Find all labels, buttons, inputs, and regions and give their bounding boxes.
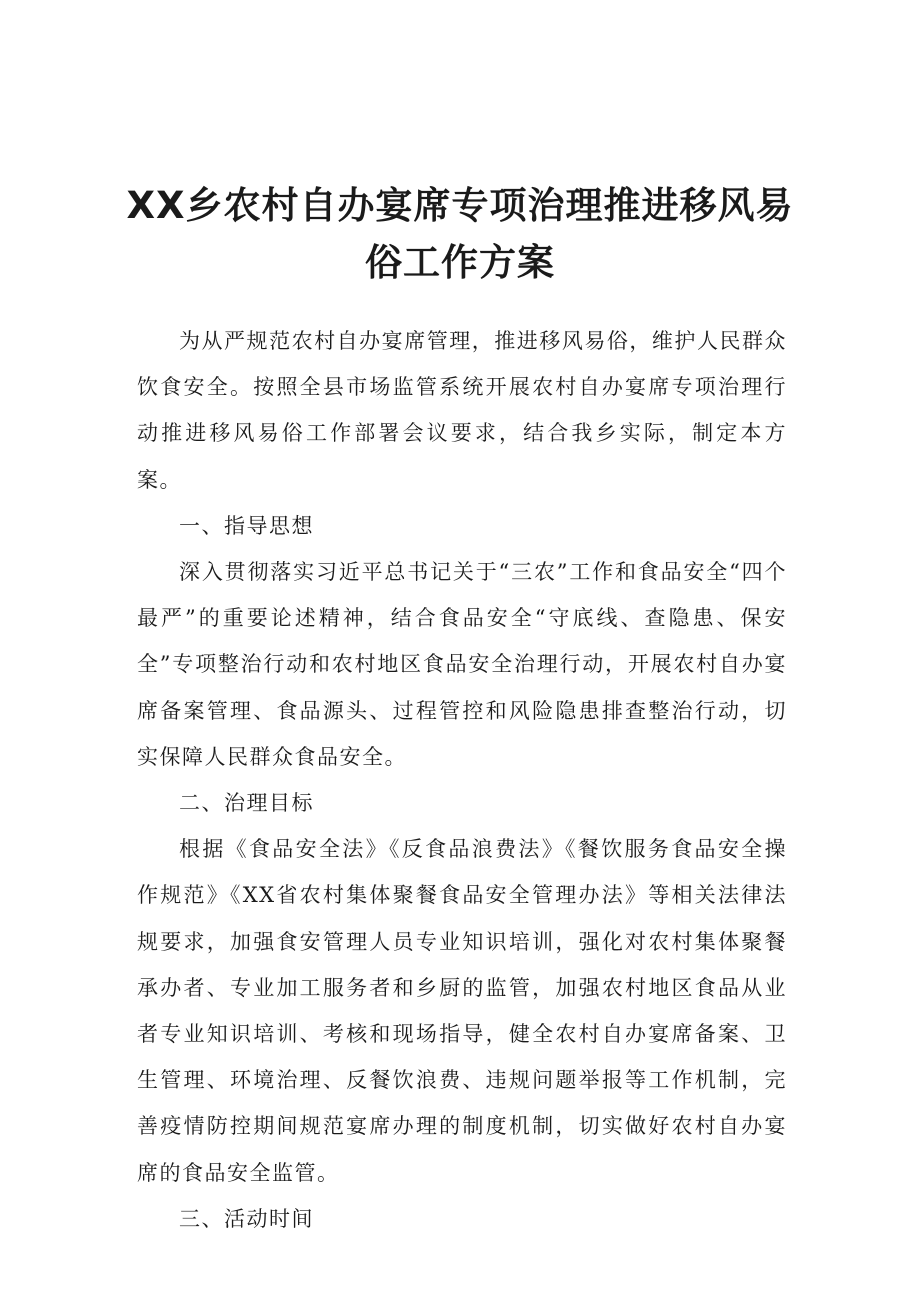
document-title-line-1: XX乡农村自办宴席专项治理推进移风易 bbox=[126, 184, 794, 227]
document-title-line-2: 俗工作方案 bbox=[365, 241, 555, 284]
section-heading-activity-time: 三、活动时间 bbox=[179, 1206, 314, 1231]
document-body bbox=[137, 318, 787, 1242]
guiding-ideology-paragraph: 深入贯彻落实习近平总书记关于“三农”工作和食品安全“四个最严”的重要论述精神，结合食品安全“守底线、查隐患、保安全”专项整治行动和农村地区食品安全治理行动，开展农村自办宴席备案管理、食品源头、过程管控和风险隐患排查整治行动，切实保障人民群众食品安全。 bbox=[137, 560, 787, 769]
governance-goals-paragraph: 根据《食品安全法》《反食品浪费法》《餐饮服务食品安全操作规范》《XX省农村集体聚餐食品安全管理办法》等相关法律法规要求，加强食安管理人员专业知识培训，强化对农村集体聚餐承办者、专业加工服务者和乡厨的监管，加强农村地区食品从业者专业知识培训、考核和现场指导，健全农村自办宴席备案、卫生管理、环境治理、反餐饮浪费、违规问题举报等工作机制，完善疫情防控期间规范宴席办理的制度机制，切实做好农村自办宴席的食品安全监管。 bbox=[137, 837, 787, 1185]
section-heading-guiding-ideology: 一、指导思想 bbox=[179, 513, 314, 538]
section-heading-governance-goals: 二、治理目标 bbox=[179, 791, 314, 816]
intro-paragraph: 为从严规范农村自办宴席管理，推进移风易俗，维护人民群众饮食安全。按照全县市场监管系统开展农村自办宴席专项治理行动推进移风易俗工作部署会议要求，结合我乡实际，制定本方案。 bbox=[137, 329, 787, 492]
